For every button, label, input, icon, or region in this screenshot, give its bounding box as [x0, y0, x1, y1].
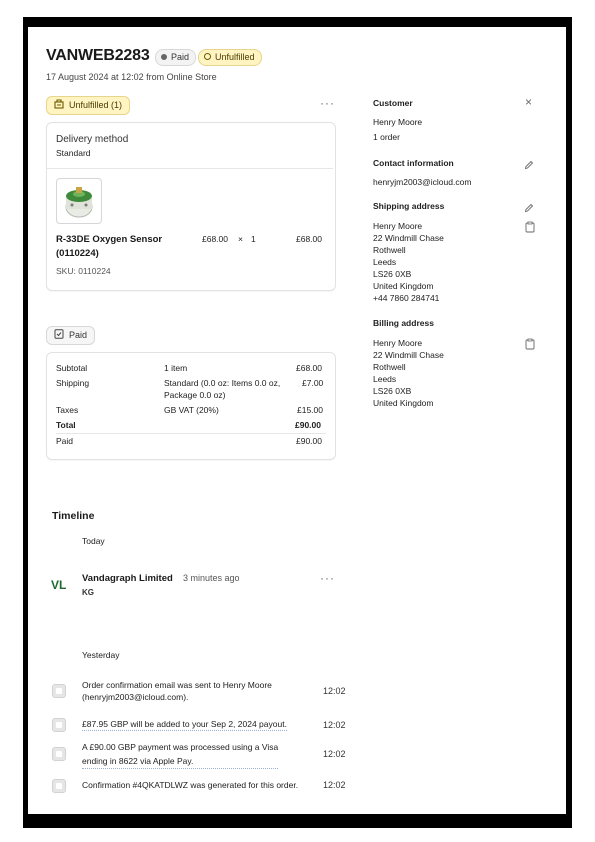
customer-name[interactable]: Henry Moore — [373, 117, 423, 127]
contact-info-title: Contact information — [373, 158, 454, 168]
billing-line: Henry Moore — [373, 338, 423, 348]
timeline-event-line: Order confirmation email was sent to Henry Moore — [82, 680, 272, 690]
comment-body: KG — [82, 588, 94, 597]
product-name-line1[interactable]: R-33DE Oxygen Sensor — [56, 234, 163, 245]
shipping-address-block — [373, 220, 444, 304]
divider — [47, 168, 333, 169]
payment-status-badge — [155, 49, 196, 66]
timeline-event-marker — [52, 779, 66, 793]
paid-section-badge — [46, 326, 95, 345]
shipping-line: United Kingdom — [373, 281, 434, 291]
shipping-desc-2: Package 0.0 oz) — [164, 390, 226, 400]
timeline-event-marker — [52, 684, 66, 698]
shipping-amount: £7.00 — [302, 378, 324, 388]
billing-address-block — [373, 337, 444, 409]
shipping-line: LS26 0XB — [373, 269, 412, 279]
contact-email[interactable]: henryjm2003@icloud.com — [373, 177, 472, 187]
oxygen-sensor-icon — [57, 179, 101, 223]
timeline-event-text[interactable] — [82, 718, 287, 731]
timeline-event-text — [82, 779, 298, 791]
unfulfilled-section-badge — [46, 96, 130, 115]
delivery-method-value: Standard — [56, 148, 91, 158]
timeline-event-line: Confirmation #4QKATDLWZ was generated for this order. — [82, 780, 299, 790]
subtotal-amount: £68.00 — [296, 363, 322, 373]
billing-line: LS26 0XB — [373, 386, 412, 396]
billing-line: Rothwell — [373, 362, 406, 372]
shipping-line: Henry Moore — [373, 221, 423, 231]
shipping-line: Leeds — [373, 257, 397, 267]
customer-order-count[interactable]: 1 order — [373, 132, 400, 142]
product-name-line2[interactable]: (0110224) — [56, 248, 99, 259]
timeline-yesterday-label: Yesterday — [82, 650, 120, 660]
timeline-event-line: ending in 8622 via Apple Pay. — [82, 756, 194, 766]
paid-dot-icon — [161, 54, 167, 60]
timeline-event-marker — [52, 718, 66, 732]
edit-contact-pencil-icon[interactable] — [524, 157, 534, 167]
product-total: £68.00 — [296, 234, 322, 244]
product-image[interactable] — [56, 178, 102, 224]
fulfillment-more-button[interactable]: ··· — [320, 96, 335, 110]
timeline-event-text — [82, 679, 272, 703]
total-label: Total — [56, 420, 76, 430]
fulfillment-status-label: Unfulfilled — [215, 52, 255, 62]
unfulfilled-box-icon — [54, 98, 64, 115]
taxes-desc: GB VAT (20%) — [164, 405, 219, 415]
product-qty: 1 — [251, 234, 256, 244]
order-title: VANWEB2283 — [46, 47, 150, 64]
comment-time: 3 minutes ago — [183, 573, 240, 583]
divider — [56, 433, 326, 434]
comment-avatar: VL — [51, 578, 67, 592]
timeline-event-time[interactable]: 12:02 — [323, 686, 346, 696]
timeline-title: Timeline — [52, 510, 95, 522]
timeline-event-text[interactable] — [82, 740, 278, 769]
shipping-desc: Standard (0.0 oz: Items 0.0 oz, — [164, 378, 281, 388]
copy-shipping-clipboard-icon[interactable] — [524, 220, 536, 232]
product-times: × — [238, 234, 243, 244]
shipping-line: Rothwell — [373, 245, 406, 255]
subtotal-label: Subtotal — [56, 363, 88, 373]
timeline-event-line: £87.95 GBP will be added to your Sep 2, 2024 payout. — [82, 719, 287, 729]
comment-more-button[interactable]: ··· — [320, 571, 335, 585]
unfulfilled-section-label: Unfulfilled (1) — [69, 100, 123, 110]
timeline-event-time[interactable]: 12:02 — [323, 720, 346, 730]
total-amount: £90.00 — [295, 420, 321, 430]
paid-amount: £90.00 — [296, 436, 322, 446]
product-unit-price: £68.00 — [202, 234, 228, 244]
delivery-method-title: Delivery method — [56, 134, 129, 145]
timeline-event-time[interactable]: 12:02 — [323, 749, 346, 759]
fulfillment-status-badge — [198, 49, 262, 66]
timeline-today-label: Today — [82, 536, 105, 546]
timeline-event-line: (henryjm2003@icloud.com). — [82, 692, 189, 702]
product-sku: SKU: 0110224 — [56, 266, 111, 276]
taxes-amount: £15.00 — [297, 405, 323, 415]
order-subtitle: 17 August 2024 at 12:02 from Online Store — [46, 72, 217, 82]
timeline-event-time[interactable]: 12:02 — [323, 780, 346, 790]
unfulfilled-ring-icon — [204, 53, 211, 60]
edit-shipping-pencil-icon[interactable] — [524, 200, 534, 210]
paid-section-label: Paid — [69, 330, 88, 340]
customer-title: Customer — [373, 98, 413, 108]
timeline-event-line: A £90.00 GBP payment was processed using a Visa — [82, 742, 279, 752]
shipping-phone[interactable]: +44 7860 284741 — [373, 293, 440, 303]
receipt-check-icon — [54, 328, 64, 345]
copy-billing-clipboard-icon[interactable] — [524, 337, 536, 349]
shipping-address-title: Shipping address — [373, 201, 445, 211]
billing-line: 22 Windmill Chase — [373, 350, 444, 360]
subtotal-desc: 1 item — [164, 363, 188, 373]
billing-address-title: Billing address — [373, 318, 434, 328]
comment-author[interactable]: Vandagraph Limited — [82, 573, 173, 584]
shipping-line: 22 Windmill Chase — [373, 233, 444, 243]
paid-label: Paid — [56, 436, 74, 446]
billing-line: United Kingdom — [373, 398, 434, 408]
timeline-event-marker — [52, 747, 66, 761]
payment-status-label: Paid — [171, 52, 190, 62]
taxes-label: Taxes — [56, 405, 79, 415]
billing-line: Leeds — [373, 374, 397, 384]
remove-customer-close-icon[interactable]: × — [525, 95, 533, 109]
shipping-label: Shipping — [56, 378, 90, 388]
